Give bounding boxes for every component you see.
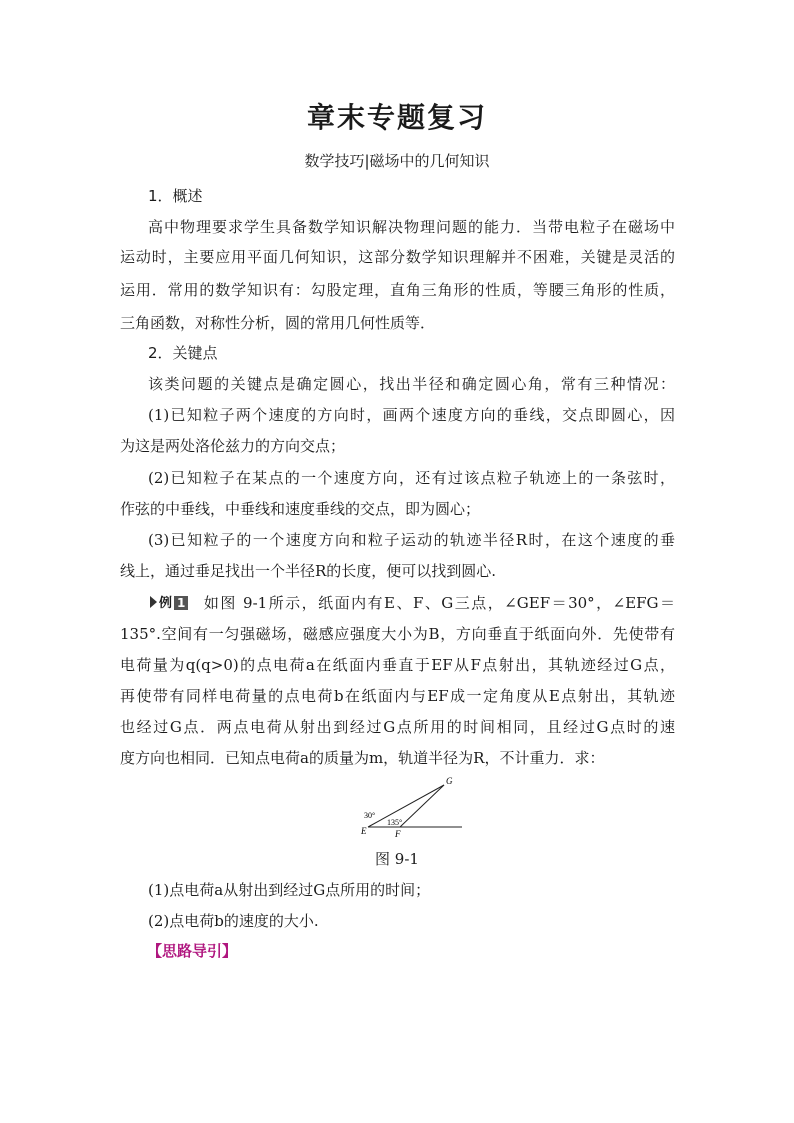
example-tag: 例 1 — [150, 592, 188, 611]
paragraph-line: 为这是两处洛伦兹力的方向交点； — [120, 437, 346, 455]
paragraph-line: 135°.空间有一匀强磁场，磁感应强度大小为B，方向垂直于纸面向外．先使带有 — [120, 625, 675, 643]
guide-heading: 【思路导引】 — [147, 942, 238, 960]
paragraph-line: 运用．常用的数学知识有：勾股定理，直角三角形的性质，等腰三角形的性质， — [120, 281, 675, 299]
question-line: (1)点电荷a从射出到经过G点所用的时间； — [148, 881, 431, 899]
paragraph-line: 再使带有同样电荷量的点电荷b在纸面内与EF成一定角度从E点射出，其轨迹 — [120, 687, 675, 705]
paragraph-line: 高中物理要求学生具备数学知识解决物理问题的能力．当带电粒子在磁场中 — [148, 218, 675, 236]
paragraph-line: 作弦的中垂线，中垂线和速度垂线的交点，即为圆心； — [120, 500, 481, 518]
question-line: (2)点电荷b的速度的大小. — [148, 912, 319, 930]
label-f: F — [395, 829, 401, 839]
section2-heading: 2．关键点 — [148, 344, 218, 362]
paragraph-line: (2)已知粒子在某点的一个速度方向，还有过该点粒子轨迹上的一条弦时， — [148, 469, 675, 487]
page-title: 章末专题复习 — [306, 101, 487, 134]
label-e: E — [361, 826, 367, 836]
paragraph-line: 运动时，主要应用平面几何知识，这部分数学知识理解并不困难，关键是灵活的 — [120, 248, 675, 266]
angle-30-label: 30° — [364, 811, 376, 820]
label-g: G — [446, 776, 453, 786]
paragraph-line: 线上，通过垂足找出一个半径R的长度，便可以找到圆心. — [120, 562, 497, 580]
example-text: 如图 9-1所示，纸面内有E、F、G三点，∠GEF＝30°，∠EFG＝ — [202, 594, 675, 612]
paragraph-line: (1)已知粒子两个速度的方向时，画两个速度方向的垂线，交点即圆心，因 — [148, 406, 675, 424]
geometry-figure — [360, 775, 470, 840]
paragraph-line: 电荷量为q(q>0)的点电荷a在纸面内垂直于EF从F点射出，其轨迹经过G点， — [120, 656, 675, 674]
figure-caption: 图 9-1 — [375, 850, 419, 868]
example-first-line — [150, 592, 675, 613]
angle-135-label: 135° — [387, 818, 403, 827]
paragraph-line: 该类问题的关键点是确定圆心，找出半径和确定圆心角，常有三种情况： — [148, 375, 675, 393]
section1-heading: 1．概述 — [148, 187, 203, 205]
section-subtitle: 数学技巧|磁场中的几何知识 — [304, 152, 490, 170]
paragraph-line: 也经过G点．两点电荷从射出到经过G点所用的时间相同，且经过G点时的速 — [120, 718, 675, 736]
paragraph-line: 三角函数，对称性分析，圆的常用几何性质等． — [120, 314, 436, 332]
paragraph-line: 度方向也相同．已知点电荷a的质量为m，轨道半径为R，不计重力．求： — [120, 749, 605, 767]
paragraph-line: (3)已知粒子的一个速度方向和粒子运动的轨迹半径R时，在这个速度的垂 — [148, 531, 675, 549]
triangle-icon — [150, 596, 157, 608]
